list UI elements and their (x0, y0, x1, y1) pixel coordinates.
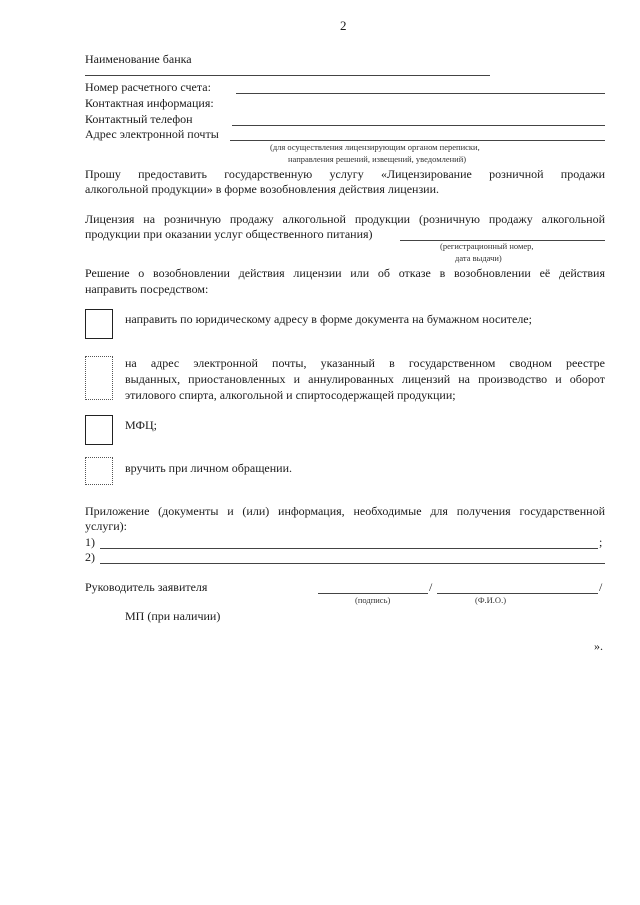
signature-sep-1: / (429, 580, 433, 594)
closing-quote: ». (594, 639, 603, 653)
option-personal-text: вручить при личном обращении. (125, 461, 293, 475)
license-line-2: продукции при оказании услуг общественного питания) (85, 227, 373, 241)
option-email-text-3: этилового спирта, алкогольной и спиртосодержащей продукции; (125, 388, 456, 402)
decision-line-2: направить посредством: (85, 282, 209, 296)
email-note-1: (для осуществления лицензирующим органом переписки, (270, 142, 480, 152)
request-line-1: Прошу предоставить государственную услугу «Лицензирование розничной продажи (85, 167, 605, 181)
attachment-1-end: ; (599, 535, 603, 549)
option-mfc-checkbox[interactable] (85, 415, 113, 445)
contact-heading: Контактная информация: (85, 96, 214, 110)
account-label: Номер расчетного счета: (85, 80, 211, 94)
request-line-2: алкогольной продукции» в форме возобновления действия лицензии. (85, 182, 440, 196)
bank-label: Наименование банка (85, 52, 192, 66)
attachments-line-2: услуги): (85, 519, 127, 533)
attachment-1-line (100, 548, 598, 549)
option-email-text-2: выданных, приостановленных и аннулированных лицензий на производство и оборот (125, 372, 605, 386)
option-email-checkbox[interactable] (85, 356, 113, 400)
page-number: 2 (340, 18, 347, 33)
option-email-text-1: на адрес электронной почты, указанный в государственном сводном реестре (125, 356, 605, 370)
head-label: Руководитель заявителя (85, 580, 208, 594)
attachment-2-line (100, 563, 605, 564)
email-note-2: направления решений, извещений, уведомлений) (288, 154, 467, 164)
signature-line (318, 593, 428, 594)
fio-note: (Ф.И.О.) (475, 595, 507, 605)
attachments-line-1: Приложение (документы и (или) информация, необходимые для получения государственной (85, 504, 605, 518)
phone-line (232, 125, 605, 126)
option-mfc-text: МФЦ; (125, 418, 157, 432)
bank-name-line (85, 75, 490, 76)
sign-note: (подпись) (355, 595, 391, 605)
seal-label: МП (при наличии) (125, 609, 221, 623)
account-line (236, 93, 605, 94)
fio-line (437, 593, 598, 594)
option-mail-checkbox[interactable] (85, 309, 113, 339)
phone-label: Контактный телефон (85, 112, 193, 126)
attachment-2-num: 2) (85, 550, 95, 564)
attachment-1-num: 1) (85, 535, 95, 549)
option-personal-checkbox[interactable] (85, 457, 113, 485)
license-note-2: дата выдачи) (455, 253, 502, 263)
option-mail-text: направить по юридическому адресу в форме документа на бумажном носителе; (125, 312, 532, 326)
email-label: Адрес электронной почты (85, 127, 219, 141)
email-line (230, 140, 605, 141)
license-note-1: (регистрационный номер, (440, 241, 534, 251)
signature-sep-2: / (599, 580, 603, 594)
decision-line-1: Решение о возобновлении действия лицензии или об отказе в возобновлении её действия (85, 266, 605, 280)
license-line-1: Лицензия на розничную продажу алкогольной продукции (розничную продажу алкогольной (85, 212, 605, 226)
